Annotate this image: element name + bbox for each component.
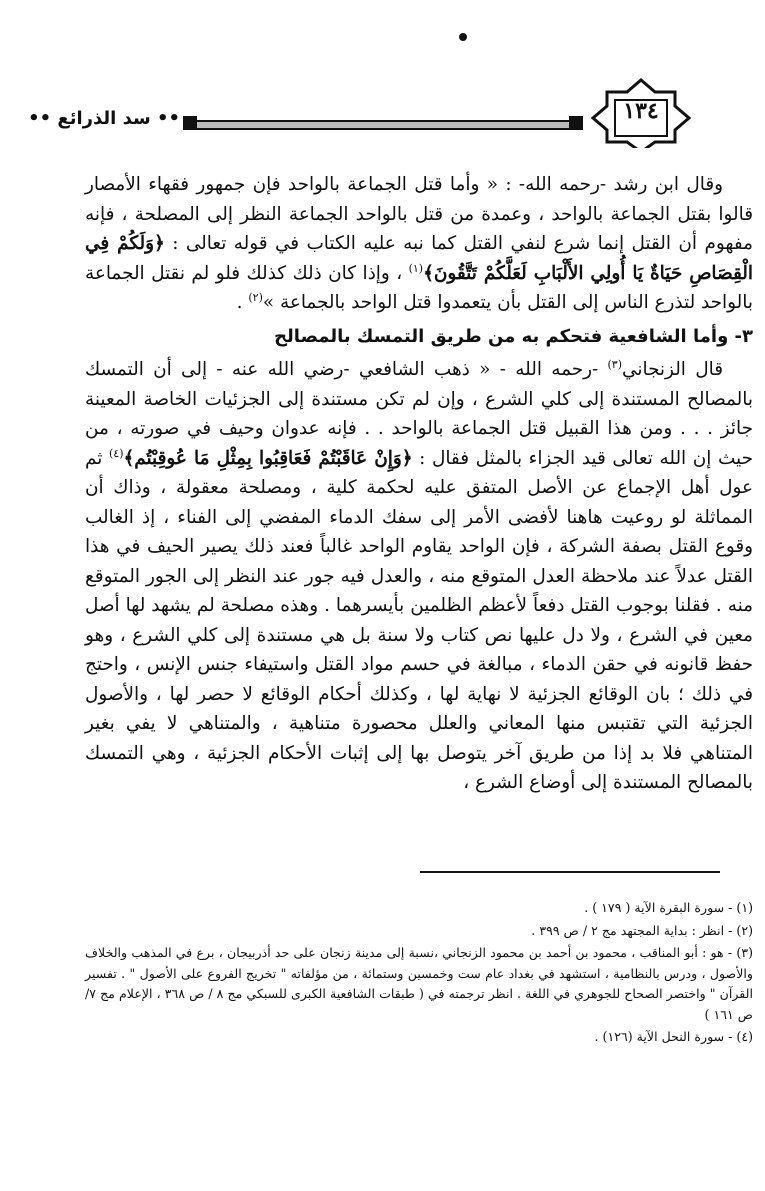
footnote-ref: (٢): [248, 290, 263, 304]
footnote-ref: (١): [408, 261, 424, 275]
quran-verse: ﴿وَلَكُمْ فِي الْقِصَاصِ حَيَاةٌ يَا أُولِي الأَلْبَابِ لَعَلَّكُمْ تَتَّقُونَ﴾: [85, 233, 753, 284]
footnote: (٣) - هو : أبو المناقب ، محمود بن أحمد بن محمود الزنجاني ،نسبة إلى مدينة زنجان على حد أذربيجان ، برع في المذهب والخلاف والأصول ، ودرس بالنظامية ، استشهد في بغداد عام ست وخمسين وستمائة ، من مؤلفاته " تخريج الفروع على الأصول " . تفسير القرآن " واختصر الصحاح للجوهري في اللغة . انظر ترجمته في ( طبقات الشافعية الكبرى للسبكي مج ٨ / ص ٣٦٨ ، الإعلام مج ٧/ ص ١٦١ ): [85, 945, 753, 1022]
text: وقال ابن رشد -رحمه الله- : « وأما قتل الجماعة بالواحد فإن جمهور فقهاء الأمصار قالوا بقتل الجماعة بالواحد ، وعمدة من قتل بالواحد الجماعة النظر إلى المصلحة ، فإنه مفهوم أن القتل إنما شرع لنفي القتل كما نبه عليه الكتاب في قوله تعالى :: [85, 174, 753, 254]
text: .: [236, 292, 249, 313]
text: ، وإذا كان ذلك كذلك فلو لم نقتل الجماعة بالواحد لتذرع الناس إلى القتل بأن يتعمدوا قتل الواحد بالجماعة »: [85, 262, 753, 313]
paragraph: [85, 170, 753, 318]
footnotes: [85, 898, 753, 1050]
page-number-emblem: [587, 78, 695, 148]
rule-end-square: [183, 116, 197, 130]
text: -رحمه الله - « ذهب الشافعي -رضي الله عنه - إلى أن التمسك بالمصالح المستندة إلى كلي الشرع ، وإن لم تكن مستندة إلى الجزئيات الخاصة المعينة جائز . . . ومن هذا القبيل قتل الجماعة بالواحد . . فإنه عدوان وحيف في صورته ، من حيث إن الله تعالى قيد الجزاء بالمثل فقال :: [85, 359, 753, 469]
footnote-ref: (٤): [108, 446, 124, 460]
rule-bar: [197, 120, 569, 130]
running-title: •• سد الذرائع ••: [28, 108, 180, 129]
page-number: ١٣٤: [623, 98, 659, 124]
main-text: [85, 170, 753, 798]
rule-end-square: [569, 116, 583, 130]
page-header: [28, 98, 765, 158]
header-rule: [183, 116, 583, 130]
text: قال الزنجاني: [622, 359, 723, 380]
footnote: (١) - سورة البقرة الآية ( ١٧٩ ) .: [584, 900, 753, 915]
quran-verse: ﴿وَإِنْ عَاقَبْتُمْ فَعَاقِبُوا بِمِثْلِ مَا عُوقِبْتُم﴾: [123, 447, 413, 469]
footnote: (٢) - انظر : بداية المجتهد مج ٢ / ص ٣٩٩ .: [531, 922, 753, 938]
section-heading: ٣- وأما الشافعية فتحكم به من طريق التمسك بالمصالح: [274, 325, 753, 347]
paragraph: [85, 355, 753, 798]
scan-dot: [459, 33, 467, 41]
footnote: (٤) - سورة النحل الآية (١٢٦) .: [594, 1029, 753, 1044]
footnote-separator: [420, 871, 720, 873]
text: ثم عول أهل الإجماع عن الأصل المتفق عليه لحكمة كلية ، ومصلحة معقولة ، وذاك أن المماثلة لو روعيت هاهنا لأفضى الأمر إلى سفك الدماء المفضي إلى الفناء ، إذ الغالب وقوع القتل بصفة الشركة ، فإن الواحد يقاوم الواحد غالباً فعند ذلك يصير الحيف في هذا القتل عدلاً عند ملاحظة العدل المتوقع منه ، والعدل فيه جور عند النظر إلى الجور المتوقع منه . فقلنا بوجوب القتل دفعاً لأعظم الظلمين بأيسرهما . وهذه مصلحة لم يشهد لها أصل معين في الشرع ، ولا دل عليها نص كتاب ولا سنة بل هي مستندة إلى كلي الشرع ، وهو حفظ قانونه في حقن الدماء ، مبالغة في حسم مواد القتل واستيفاء جنس الإنس ، واحتج في ذلك ؛ بان الوقائع الجزئية لا نهاية لها ، وكذلك أحكام الوقائع لا حصر لها ، والأصول الجزئية التي تقتبس منها المعاني والعلل محصورة متناهية ، والمتناهي لا يفي بغير المتناهي فلا بد إذا من طريق آخر يتوصل بها إلى إثبات الأحكام الجزئية ، وهي التمسك بالمصالح المستندة إلى أوضاع الشرع ،: [85, 447, 753, 793]
footnote-ref: (٣): [607, 357, 623, 371]
